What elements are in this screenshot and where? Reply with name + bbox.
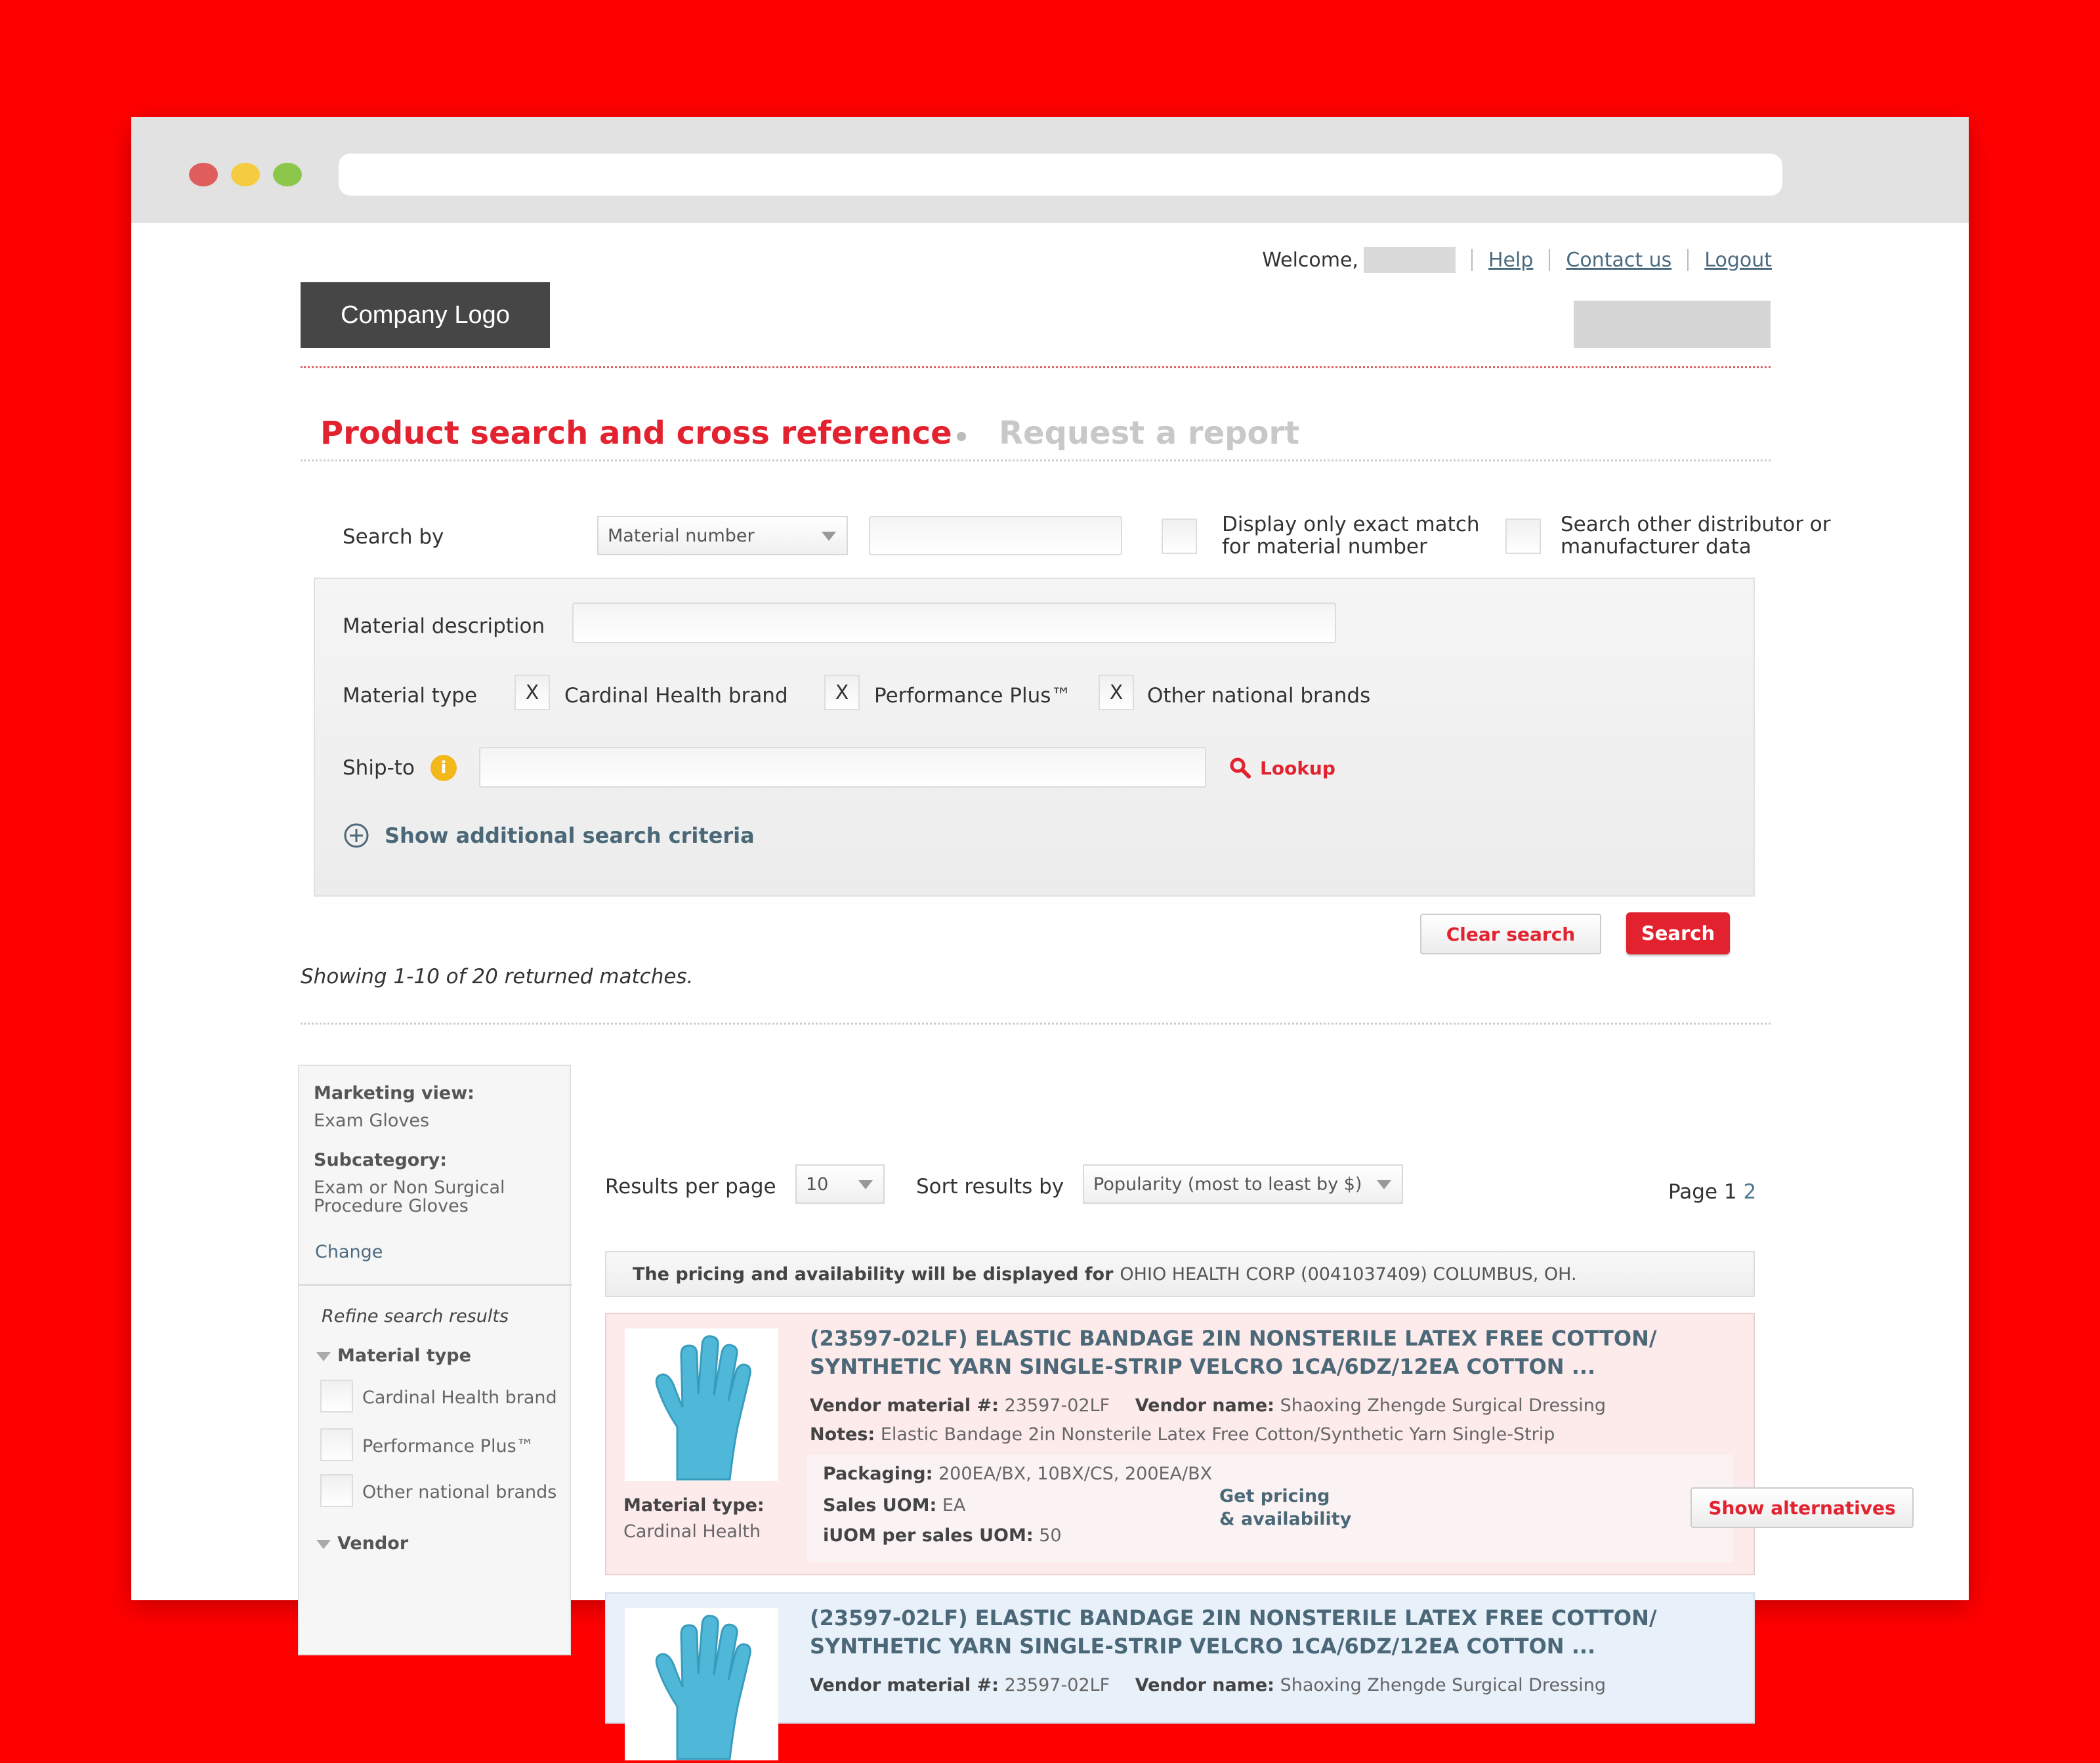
product-title-line1: (23597-02LF) ELASTIC BANDAGE 2IN NONSTERILE LATEX FREE COTTON/ [810, 1605, 1657, 1630]
refine-sidebar [298, 1065, 571, 1655]
pricing-customer: OHIO HEALTH CORP (0041037409) COLUMBUS, OH. [1120, 1264, 1577, 1285]
sidebar-cardinal-label: Cardinal Health brand [362, 1388, 557, 1408]
exact-match-label [1222, 513, 1480, 558]
chevron-down-icon [1377, 1180, 1391, 1189]
browser-chrome [131, 117, 1969, 223]
vendor-name-label: Vendor name: [1135, 1395, 1274, 1416]
other-national-checkbox[interactable]: X [1099, 675, 1134, 710]
other-distributor-checkbox[interactable] [1505, 519, 1541, 554]
sidebar-other-label: Other national brands [362, 1482, 557, 1502]
search-by-value: Material number [608, 525, 755, 546]
results-per-page-select[interactable] [795, 1164, 885, 1204]
notes-value: Elastic Bandage 2in Nonsterile Latex Free Cotton/Synthetic Yarn Single-Strip [880, 1424, 1555, 1445]
lookup-link[interactable]: Lookup [1260, 757, 1335, 779]
sidebar-divider [299, 1284, 572, 1286]
company-logo[interactable]: Company Logo [301, 282, 550, 348]
sidebar-cardinal-checkbox[interactable] [320, 1380, 353, 1413]
glove-icon [625, 1608, 778, 1760]
chevron-down-icon [822, 532, 836, 541]
vendor-name-value: Shaoxing Zhengde Surgical Dressing [1280, 1675, 1606, 1695]
sidebar-performance-checkbox[interactable] [320, 1428, 353, 1461]
material-description-label: Material description [343, 614, 545, 638]
search-by-label: Search by [343, 525, 444, 549]
user-name-placeholder [1364, 247, 1456, 273]
performance-plus-label: Performance Plus™ [874, 684, 1072, 708]
browser-window [131, 117, 1969, 1695]
search-icon [1228, 756, 1252, 780]
other-distributor-label-line2: manufacturer data [1561, 535, 1752, 559]
page-current: 1 [1723, 1180, 1737, 1204]
logout-link[interactable]: Logout [1704, 248, 1772, 272]
results-per-page-label: Results per page [605, 1175, 776, 1199]
get-pricing-line2: & availability [1219, 1509, 1352, 1529]
material-number-input[interactable] [869, 516, 1122, 555]
vendor-info [810, 1395, 1606, 1416]
divider [1549, 249, 1550, 271]
vendor-info [810, 1675, 1606, 1695]
exact-match-checkbox[interactable] [1162, 519, 1197, 554]
header-divider [301, 366, 1771, 368]
packaging [823, 1464, 1212, 1484]
other-national-label: Other national brands [1147, 684, 1371, 708]
pricing-notice [605, 1251, 1755, 1297]
sales-uom [823, 1495, 965, 1516]
show-additional-criteria-link[interactable]: Show additional search criteria [385, 823, 755, 848]
ship-to-input[interactable] [479, 747, 1206, 788]
material-type-info [623, 1495, 765, 1516]
other-distributor-label [1561, 513, 1831, 558]
material-type-label: Material type: [623, 1495, 765, 1516]
product-image[interactable] [625, 1608, 778, 1760]
tab-product-search[interactable]: Product search and cross reference [320, 415, 952, 452]
sort-select[interactable] [1083, 1164, 1403, 1204]
other-distributor-label-line1: Search other distributor or [1561, 513, 1831, 536]
search-by-select[interactable] [597, 516, 848, 555]
tab-separator-dot [957, 432, 966, 441]
search-button[interactable]: Search [1626, 912, 1730, 954]
glove-icon [625, 1328, 778, 1481]
material-type-value: Cardinal Health [623, 1521, 761, 1542]
product-image[interactable] [625, 1328, 778, 1481]
vendor-name-value: Shaoxing Zhengde Surgical Dressing [1280, 1395, 1606, 1416]
packaging-value: 200EA/BX, 10BX/CS, 200EA/BX [938, 1464, 1213, 1484]
maximize-window-icon[interactable] [273, 163, 302, 186]
iuom-value: 50 [1039, 1525, 1062, 1546]
minimize-window-icon[interactable] [231, 163, 260, 186]
marketing-view-value: Exam Gloves [314, 1111, 430, 1131]
subcategory-value [314, 1179, 505, 1216]
divider [1471, 249, 1473, 271]
sidebar-other-checkbox[interactable] [320, 1474, 353, 1507]
notes-label: Notes: [810, 1424, 875, 1445]
change-link[interactable]: Change [315, 1242, 383, 1262]
header-placeholder-box [1574, 301, 1771, 348]
vendor-material-label: Vendor material #: [810, 1675, 999, 1695]
sales-uom-label: Sales UOM: [823, 1495, 937, 1516]
divider [1687, 249, 1689, 271]
material-type-heading[interactable]: Material type [337, 1346, 471, 1366]
pricing-notice-prefix: The pricing and availability will be displayed for [633, 1264, 1114, 1285]
material-type-label: Material type [343, 684, 478, 708]
get-pricing-line1: Get pricing [1219, 1486, 1330, 1506]
performance-plus-checkbox[interactable]: X [824, 675, 860, 710]
subcategory-label: Subcategory: [314, 1150, 448, 1170]
chevron-down-icon [858, 1180, 873, 1189]
chevron-down-icon[interactable] [316, 1352, 331, 1361]
marketing-view-label: Marketing view: [314, 1083, 474, 1103]
sort-value: Popularity (most to least by $) [1093, 1174, 1362, 1195]
results-divider [301, 1023, 1771, 1025]
product-card [605, 1592, 1755, 1724]
iuom [823, 1525, 1062, 1546]
cardinal-brand-checkbox[interactable]: X [514, 675, 550, 710]
search-criteria-panel [314, 578, 1755, 897]
contact-us-link[interactable]: Contact us [1566, 248, 1672, 272]
vendor-material-value: 23597-02LF [1004, 1395, 1110, 1416]
vendor-heading[interactable]: Vendor [337, 1533, 409, 1554]
info-icon[interactable]: i [430, 755, 457, 781]
vendor-name-label: Vendor name: [1135, 1675, 1274, 1695]
product-details-panel [807, 1455, 1896, 1562]
results-count: Showing 1-10 of 20 returned matches. [301, 965, 694, 988]
sort-label: Sort results by [916, 1175, 1064, 1199]
packaging-label: Packaging: [823, 1464, 933, 1484]
product-title-line2: SYNTHETIC YARN SINGLE-STRIP VELCRO 1CA/6DZ/12EA COTTON ... [810, 1634, 1596, 1659]
product-title-line2: SYNTHETIC YARN SINGLE-STRIP VELCRO 1CA/6DZ/12EA COTTON ... [810, 1354, 1596, 1379]
welcome-text: Welcome, [1262, 248, 1358, 272]
exact-match-label-line2: for material number [1222, 535, 1427, 559]
page-label: Page [1668, 1180, 1718, 1204]
sales-uom-value: EA [942, 1495, 966, 1516]
pagination [1668, 1180, 1756, 1204]
address-bar[interactable] [339, 154, 1782, 196]
product-title-link[interactable] [810, 1325, 1715, 1381]
page-content [131, 223, 1969, 1695]
cardinal-brand-label: Cardinal Health brand [564, 684, 788, 708]
sidebar-performance-label: Performance Plus™ [362, 1436, 534, 1456]
product-card [605, 1313, 1896, 1575]
notes [810, 1424, 1555, 1445]
help-link[interactable]: Help [1488, 248, 1534, 272]
iuom-label: iUOM per sales UOM: [823, 1525, 1034, 1546]
chevron-down-icon[interactable] [316, 1540, 331, 1549]
page-2-link[interactable]: 2 [1743, 1180, 1757, 1204]
vendor-material-label: Vendor material #: [810, 1395, 999, 1416]
user-links [1262, 247, 1772, 273]
ship-to-label: Ship-to [343, 756, 415, 780]
exact-match-label-line1: Display only exact match [1222, 513, 1480, 536]
tabs-divider [301, 459, 1771, 461]
tab-request-report[interactable]: Request a report [999, 415, 1300, 452]
close-window-icon[interactable] [189, 163, 218, 186]
show-alternatives-button[interactable]: Show alternatives [1690, 1487, 1914, 1528]
material-description-input[interactable] [572, 603, 1336, 643]
product-title-line1: (23597-02LF) ELASTIC BANDAGE 2IN NONSTERILE LATEX FREE COTTON/ [810, 1326, 1657, 1351]
refine-heading: Refine search results [322, 1306, 509, 1327]
vendor-material-value: 23597-02LF [1004, 1675, 1110, 1695]
plus-circle-icon[interactable] [343, 822, 370, 849]
get-pricing-link[interactable] [1219, 1485, 1377, 1531]
product-title-link[interactable] [810, 1604, 1715, 1661]
subcategory-value-line2: Procedure Gloves [314, 1196, 469, 1216]
results-per-page-value: 10 [806, 1174, 829, 1195]
subcategory-value-line1: Exam or Non Surgical [314, 1178, 505, 1198]
clear-search-button[interactable]: Clear search [1420, 914, 1601, 954]
